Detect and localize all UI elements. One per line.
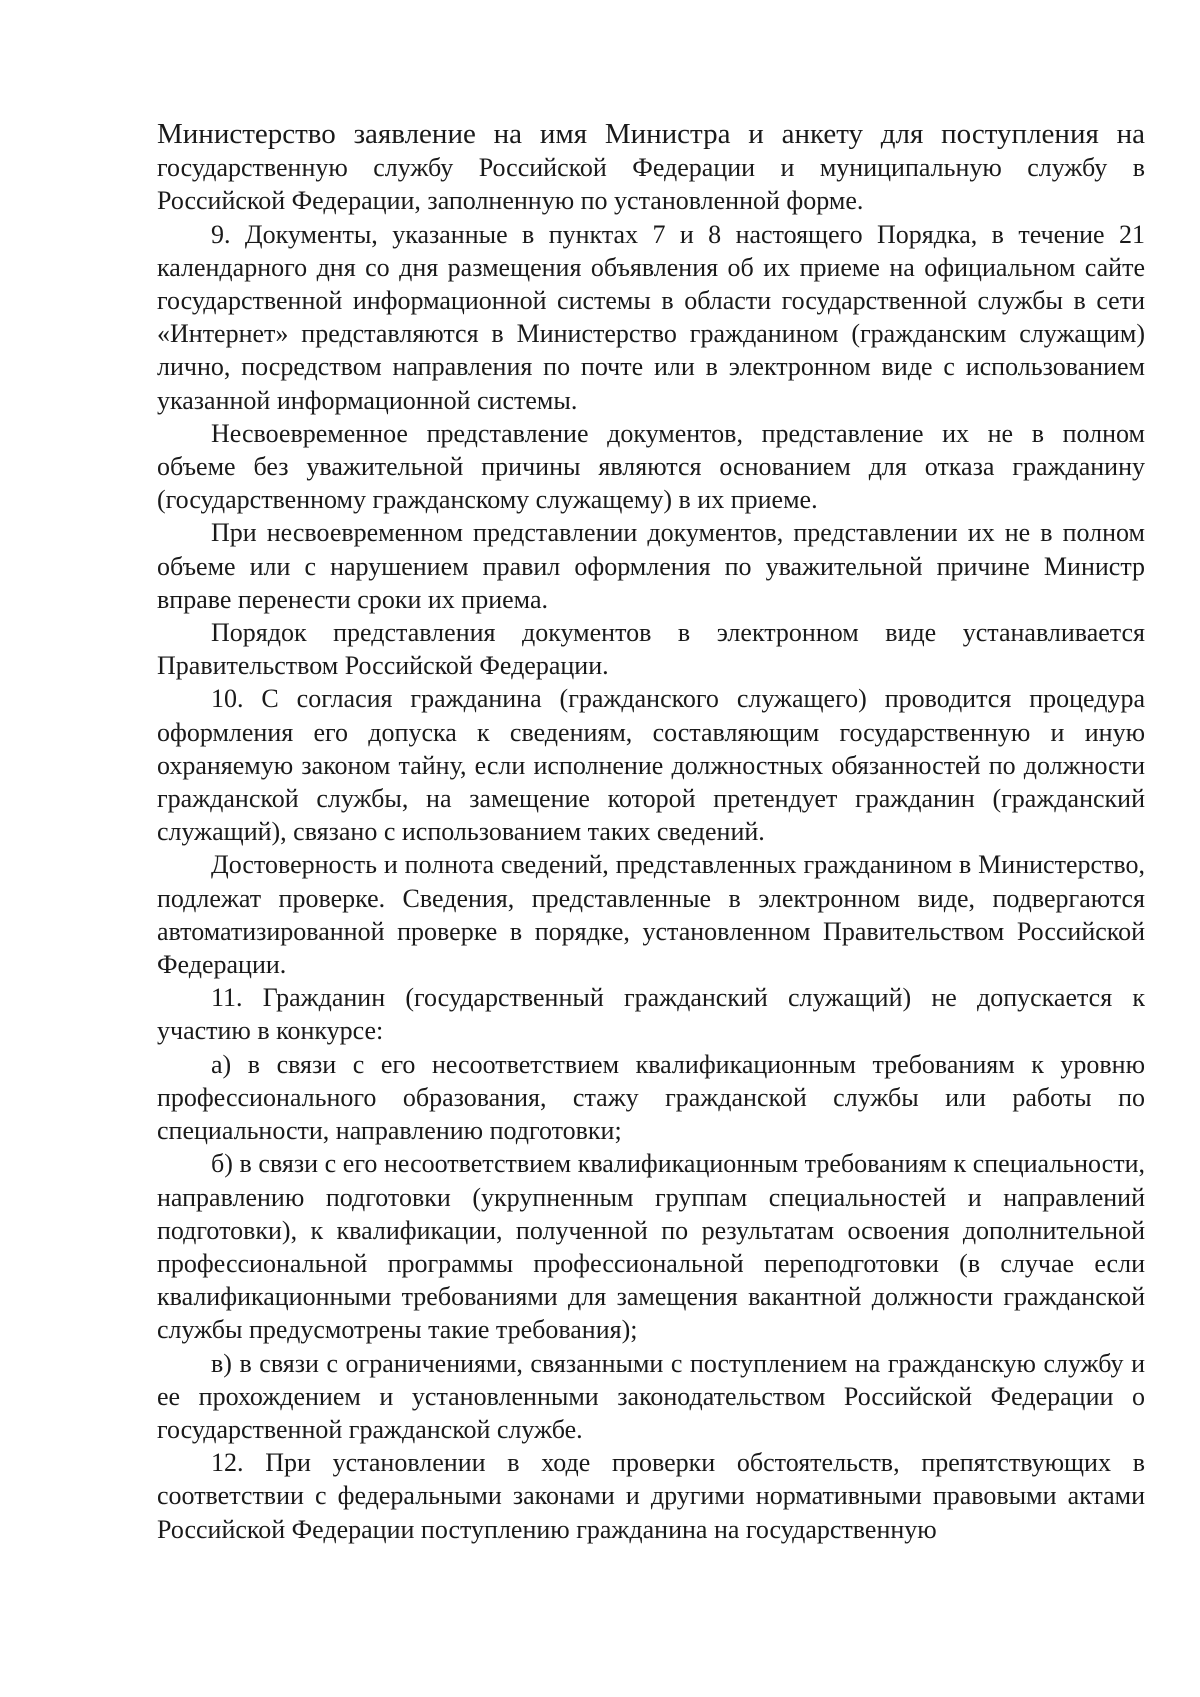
paragraph-verification: Достоверность и полнота сведений, представленных гражданином в Министерство, подлежат проверке. Сведения, представленные в электронном виде, подвергаются автоматизированной проверке в порядке, установленном Правительством Российской Федерации. — [157, 850, 1145, 980]
paragraph-electronic-procedure: Порядок представления документов в электронном виде устанавливается Правительством Российской Федерации. — [157, 618, 1145, 681]
paragraph-item-10: 10. С согласия гражданина (гражданского служащего) проводится процедура оформления его допуска к сведениям, составляющим государственную и иную охраняемую законом тайну, если исполнение должностных обязанностей по должности гражданской службы, на замещение которой претендует гражданин (гражданский служащий), связано с использованием таких сведений. — [157, 684, 1145, 847]
paragraph-item-9: 9. Документы, указанные в пунктах 7 и 8 настоящего Порядка, в течение 21 календарного дня со дня размещения объявления об их приеме на официальном сайте государственной информационной системы в области государственной службы в сети «Интернет» представляются в Министерство гражданином (гражданским служащим) лично, посредством направления по почте или в электронном виде с использованием указанной информационной системы. — [157, 219, 1145, 415]
paragraph-item-11-a: а) в связи с его несоответствием квалификационным требованиям к уровню профессионального образования, стажу гражданской службы или работы по специальности, направлению подготовки; — [157, 1049, 1145, 1146]
paragraph-item-11: 11. Гражданин (государственный гражданский служащий) не допускается к участию в конкурсе: — [157, 983, 1145, 1046]
paragraph-continuation: Министерство заявление на имя Министра и анкету для поступления на государственную службу Российской Федерации и муниципальную службу в Российской Федерации, заполненную по установленной форме. — [157, 118, 1145, 216]
paragraph-item-11-b: б) в связи с его несоответствием квалификационным требованиям к специальности, направлению подготовки (укрупненным группам специальностей и направлений подготовки), к квалификации, полученной по результатам освоения дополнительной профессиональной программы профессиональной переподготовки (в случае если квалификационными требованиями для замещения вакантной должности гражданской службы предусмотрены такие требования); — [157, 1149, 1145, 1345]
paragraph-item-11-v: в) в связи с ограничениями, связанными с поступлением на гражданскую службу и ее прохождением и установленными законодательством Российской Федерации о государственной гражданской службе. — [157, 1348, 1145, 1444]
paragraph-late-submission: Несвоевременное представление документов, представление их не в полном объеме без уважительной причины являются основанием для отказа гражданину (государственному гражданскому служащему) в их приеме. — [157, 418, 1145, 515]
paragraph-deadline-extension: При несвоевременном представлении документов, представлении их не в полном объеме или с нарушением правил оформления по уважительной причине Министр вправе перенести сроки их приема. — [157, 518, 1145, 614]
paragraph-item-12: 12. При установлении в ходе проверки обстоятельств, препятствующих в соответствии с федеральными законами и другими нормативными правовыми актами Российской Федерации поступлению гражданина на государственную — [157, 1448, 1145, 1544]
document-body — [157, 118, 1145, 1546]
